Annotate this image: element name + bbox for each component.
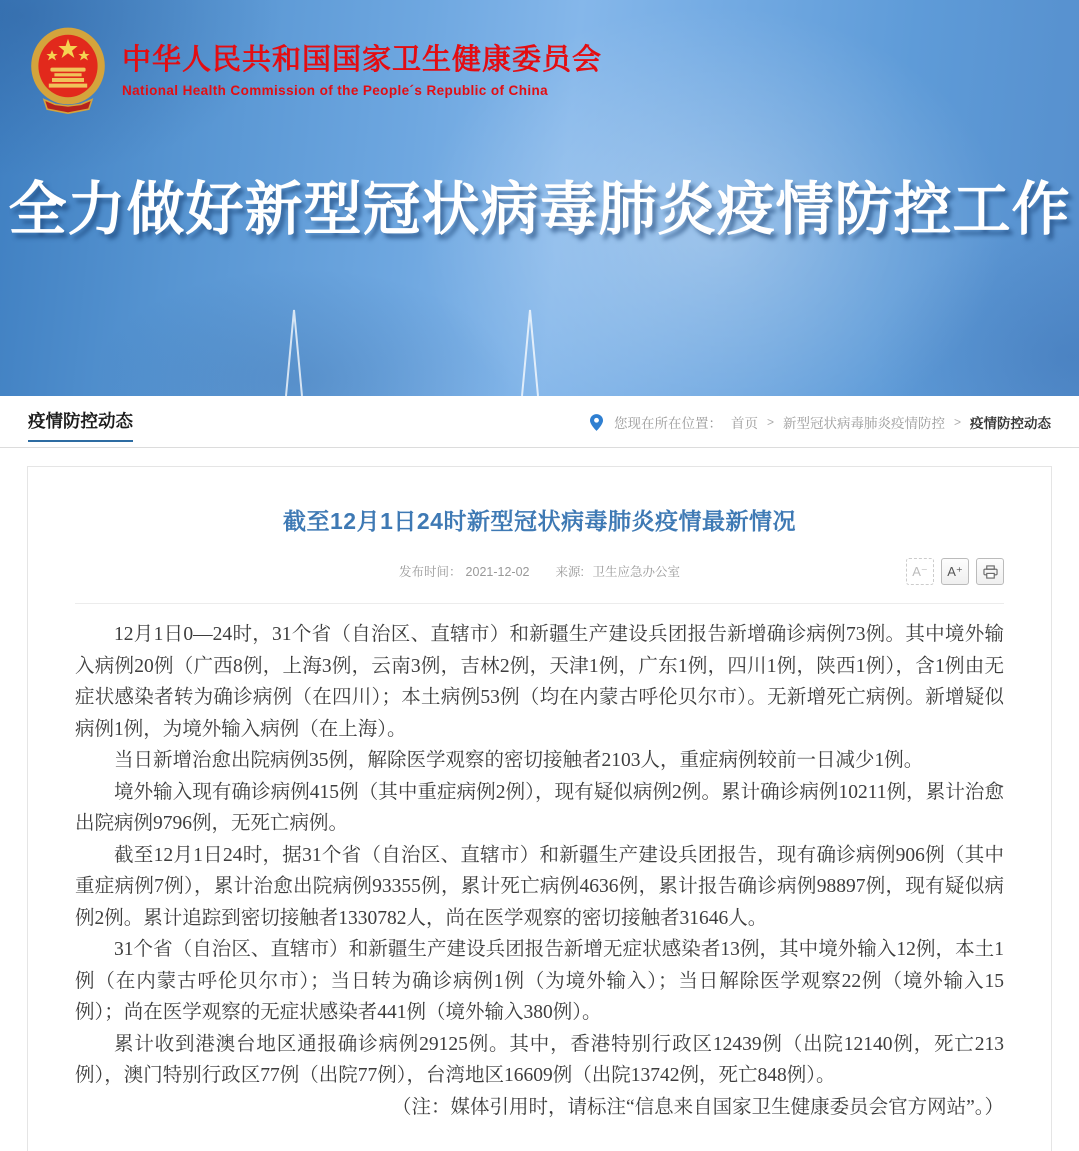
publish-date: 2021-12-02 xyxy=(465,565,530,579)
source-label: 来源: xyxy=(555,565,588,579)
publish-time-label: 发布时间： xyxy=(399,565,462,579)
banner-slogan: 全力做好新型冠状病毒肺炎疫情防控工作 xyxy=(8,177,1071,242)
section-title[interactable]: 疫情防控动态 xyxy=(28,408,133,442)
national-emblem-icon xyxy=(28,26,108,114)
site-logo[interactable] xyxy=(28,26,602,114)
site-title: 中华人民共和国国家卫生健康委员会 xyxy=(122,44,603,77)
font-decrease-button[interactable]: A⁻ xyxy=(906,558,934,585)
article-card xyxy=(27,466,1052,1151)
article-note: （注：媒体引用时，请标注“信息来自国家卫生健康委员会官方网站”。） xyxy=(391,1096,1004,1118)
article-paragraph: 累计收到港澳台地区通报确诊病例29125例。其中，香港特别行政区12439例（出院12140例，死亡213例），澳门特别行政区77例（出院77例），台湾地区16609例（出院13742例，死亡848例）。 xyxy=(75,1033,1004,1086)
breadcrumb-item-current: 疫情防控动态 xyxy=(970,416,1051,431)
header-banner xyxy=(0,0,1079,396)
site-subtitle: National Health Commission of the People´s Republic of China xyxy=(122,82,549,98)
article-title: 截至12月1日24时新型冠状病毒肺炎疫情最新情况 xyxy=(283,508,796,534)
source-value: 卫生应急办公室 xyxy=(592,565,680,579)
article-divider xyxy=(75,603,1004,604)
article-paragraph: 截至12月1日24时，据31个省（自治区、直辖市）和新疆生产建设兵团报告，现有确诊病例906例（其中重症病例7例），累计治愈出院病例93355例，累计死亡病例4636例，累计报告确诊病例98897例，现有疑似病例2例。累计追踪到密切接触者1330782人，尚在医学观察的密切接触者31646人。 xyxy=(75,844,1004,929)
heartbeat-line-decoration xyxy=(0,306,1079,396)
article-paragraph: 12月1日0—24时，31个省（自治区、直辖市）和新疆生产建设兵团报告新增确诊病例73例。其中境外输入病例20例（广西8例，上海3例，云南3例，吉林2例，天津1例，广东1例，四川1例，陕西1例），含1例由无症状感染者转为确诊病例（在四川）；本土病例53例（均在内蒙古呼伦贝尔市）。无新增死亡病例。新增疑似病例1例，为境外输入病例（在上海）。 xyxy=(75,624,1004,740)
article-meta xyxy=(75,558,1004,586)
breadcrumb-separator: > xyxy=(953,415,961,429)
article-body xyxy=(75,619,1004,1123)
printer-icon xyxy=(983,565,998,579)
breadcrumb-prefix: 您现在所在位置： xyxy=(613,416,722,431)
breadcrumb-item-home[interactable]: 首页 xyxy=(730,416,758,431)
breadcrumb-item-section[interactable]: 新型冠状病毒肺炎疫情防控 xyxy=(782,416,945,431)
breadcrumb-bar xyxy=(0,396,1079,448)
font-increase-button[interactable]: A⁺ xyxy=(941,558,969,585)
location-pin-icon xyxy=(590,414,603,431)
breadcrumb-separator: > xyxy=(766,415,774,429)
site-logo-text xyxy=(122,42,602,97)
breadcrumb xyxy=(590,412,1051,432)
article-toolbar xyxy=(906,558,1004,585)
article-paragraph: 31个省（自治区、直辖市）和新疆生产建设兵团报告新增无症状感染者13例，其中境外输入12例，本土1例（在内蒙古呼伦贝尔市）；当日转为确诊病例1例（为境外输入）；当日解除医学观察22例（境外输入15例）；尚在医学观察的无症状感染者441例（境外输入380例）。 xyxy=(75,939,1004,1023)
article-paragraph: 境外输入现有确诊病例415例（其中重症病例2例），现有疑似病例2例。累计确诊病例10211例，累计治愈出院病例9796例，无死亡病例。 xyxy=(75,781,1004,834)
print-button[interactable] xyxy=(976,558,1004,585)
article-paragraph: 当日新增治愈出院病例35例，解除医学观察的密切接触者2103人，重症病例较前一日减少1例。 xyxy=(114,750,924,771)
